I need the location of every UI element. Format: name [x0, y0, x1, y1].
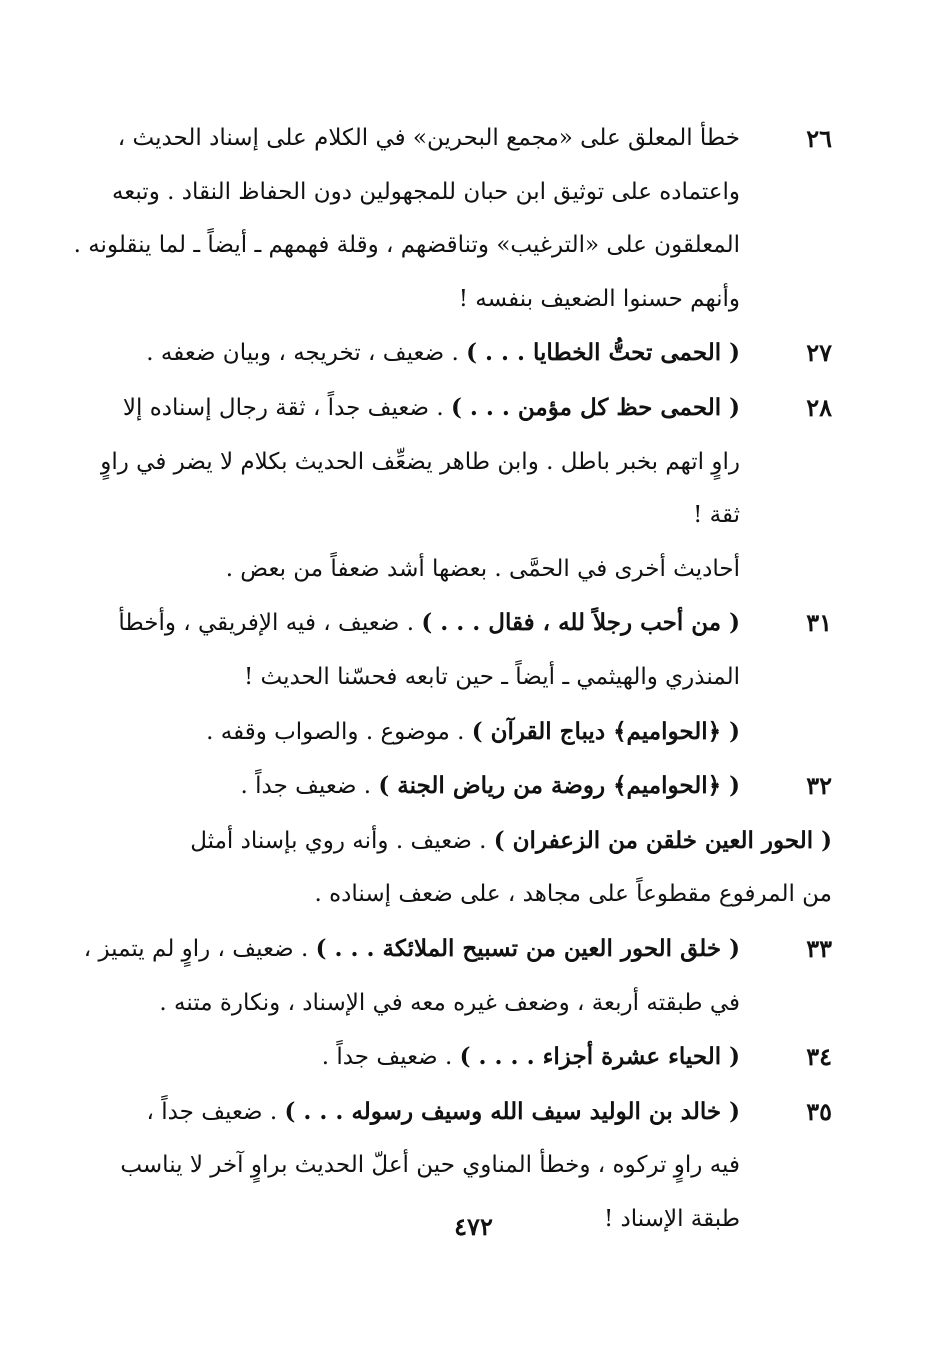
- entry-number: ٣٢: [806, 771, 832, 801]
- hadith-verdict: . ضعيف ، راوٍ لم يتميز ،: [83, 935, 316, 962]
- text-line: طبقة الإسناد !: [603, 1205, 740, 1232]
- hadith-verdict: . ضعيف . وأنه روي بإسناد أمثل: [190, 827, 494, 854]
- entry-33: [83, 922, 832, 1030]
- text-line: ثقة !: [693, 502, 740, 529]
- entry-number: ٣١: [806, 608, 832, 638]
- text-line: فيه راوٍ تركوه ، وخطأ المناوي حين أعلّ الحديث براوٍ آخر لا يناسب: [120, 1152, 740, 1179]
- text-line: المنذري والهيثمي ـ أيضاً ـ حين تابعه فحسّنا الحديث !: [243, 663, 740, 690]
- entry-text: [120, 1030, 740, 1085]
- entry-31: [120, 596, 832, 704]
- text-line: خطأ المعلق على «مجمع البحرين» في الكلام على إسناد الحديث ،: [117, 125, 740, 151]
- entry-text: [120, 326, 740, 381]
- text-line: من المرفوع مقطوعاً على مجاهد ، على ضعف إسناده .: [314, 881, 832, 908]
- entry-number: ٢٦: [806, 124, 832, 153]
- hadith-verdict: . ضعيف جداً ، ثقة رجال إسناده إلا: [122, 394, 451, 421]
- hadith-verdict: . ضعيف ، فيه الإفريقي ، وأخطأ: [118, 610, 422, 637]
- hadith-title: ( ﴿الحواميم﴾ روضة من رياض الجنة ): [378, 772, 740, 800]
- entry-number: ٣٣: [806, 933, 832, 963]
- entry-text: [120, 543, 740, 597]
- hadith-verdict: . موضوع . والصواب وقفه .: [206, 718, 472, 745]
- text-line: [118, 596, 740, 651]
- hadith-title: ( من أحب رجلاً لله ، فقال . . . ): [421, 609, 740, 637]
- hadith-verdict: . ضعيف ، تخريجه ، وبيان ضعفه .: [146, 340, 467, 367]
- text-line: راوٍ اتهم بخبر باطل . وابن طاهر يضعِّف الحديث بكلام لا يضر في راوٍ: [100, 448, 740, 475]
- text-line: [120, 759, 740, 814]
- entry-text: [120, 814, 832, 922]
- text-line: [120, 705, 740, 760]
- entry-34: [120, 1030, 832, 1085]
- hadith-verdict: . ضعيف جداً ،: [146, 1098, 285, 1125]
- text-line: [120, 814, 832, 869]
- entry-text: [120, 759, 740, 814]
- entry-hawamim-1: [120, 705, 832, 760]
- text-line: وأنهم حسنوا الضعيف بنفسه !: [458, 285, 740, 312]
- text-line: واعتماده على توثيق ابن حبان للمجهولين دون الحفاظ النقاد . وتبعه: [111, 178, 740, 205]
- entry-hur-saffron: [120, 814, 832, 922]
- text-line: [120, 1030, 740, 1085]
- hadith-title: ( الحياء عشرة أجزاء . . . . ): [459, 1043, 740, 1071]
- entry-26: [73, 112, 832, 326]
- hadith-verdict: . ضعيف جداً .: [321, 1044, 460, 1071]
- hadith-title: ( الحمى تحتُّ الخطايا . . . ): [466, 339, 740, 367]
- hadith-title: ( خالد بن الوليد سيف الله وسيف رسوله . . . ): [284, 1097, 740, 1125]
- hadith-verdict: . ضعيف جداً .: [240, 773, 379, 800]
- document-page: [73, 112, 832, 1246]
- text-line: في طبقته أربعة ، وضعف غيره معه في الإسناد ، ونكارة متنه .: [159, 989, 740, 1016]
- hadith-title: ( خلق الحور العين من تسبيح الملائكة . . . ): [315, 934, 740, 962]
- text-line: [120, 1085, 740, 1140]
- page-number: ٤٧٢: [454, 1212, 493, 1241]
- entry-32: [120, 759, 832, 814]
- entry-number: ٣٥: [806, 1096, 832, 1126]
- entry-text: [118, 596, 740, 704]
- text-line: [120, 326, 740, 381]
- entry-text: [84, 922, 740, 1030]
- text-line: [84, 922, 740, 977]
- entry-note-fever: [120, 543, 832, 597]
- entry-number: ٢٧: [806, 338, 832, 368]
- text-line: المعلقون على «الترغيب» وتناقضهم ، وقلة فهمهم ـ أيضاً ـ لما ينقلونه .: [73, 232, 740, 259]
- entry-27: [120, 326, 832, 381]
- hadith-title: ( ﴿الحواميم﴾ ديباج القرآن ): [471, 717, 740, 745]
- hadith-title: ( الحمى حظ كل مؤمن . . . ): [450, 393, 740, 421]
- hadith-title: ( الحور العين خلقن من الزعفران ): [493, 826, 832, 854]
- text-line: [100, 381, 740, 436]
- entry-number: ٣٤: [806, 1042, 832, 1072]
- text-line: أحاديث أخرى في الحمَّى . بعضها أشد ضعفاً من بعض .: [225, 555, 740, 582]
- entry-text: [100, 381, 740, 543]
- entry-text: [120, 705, 740, 760]
- entry-text: [74, 112, 740, 326]
- entry-number: ٢٨: [806, 392, 832, 422]
- entry-28: [100, 381, 832, 543]
